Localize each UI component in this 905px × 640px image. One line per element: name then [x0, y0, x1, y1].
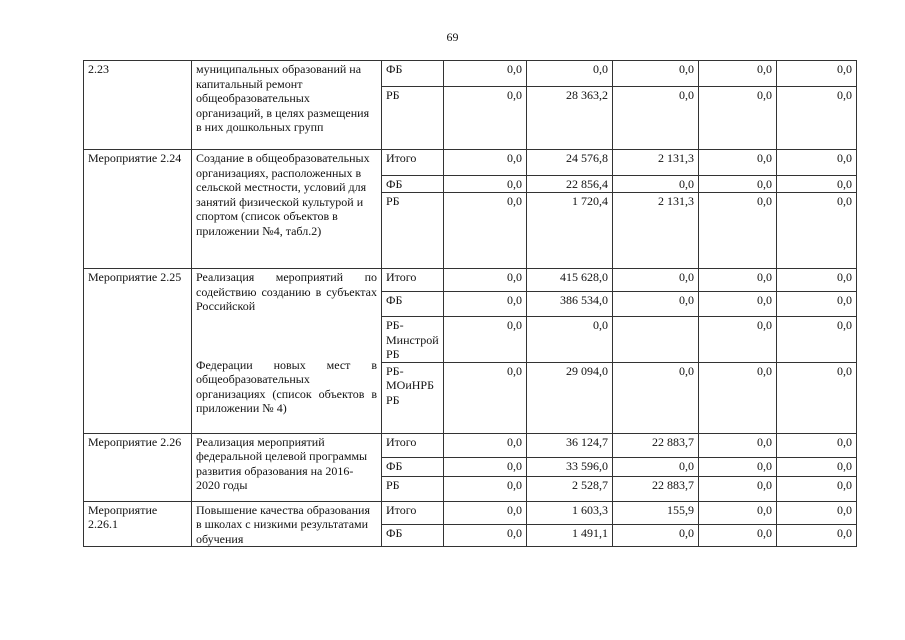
value-cell: 0,0: [613, 524, 699, 546]
value-cell: 0,0: [699, 87, 777, 150]
value-cell: 0,0: [444, 150, 527, 176]
value-cell: 22 856,4: [527, 176, 613, 193]
value-cell: 0,0: [777, 524, 857, 546]
value-cell: 0,0: [444, 176, 527, 193]
funding-source: РБ: [382, 87, 444, 150]
value-cell: 36 124,7: [527, 433, 613, 457]
funding-source: Итого: [382, 433, 444, 457]
value-cell: 0,0: [777, 61, 857, 87]
value-cell: 0,0: [613, 292, 699, 317]
value-cell: 24 576,8: [527, 150, 613, 176]
value-cell: 29 094,0: [527, 362, 613, 433]
value-cell: 2 528,7: [527, 476, 613, 501]
value-cell: 1 720,4: [527, 193, 613, 269]
value-cell: 0,0: [699, 269, 777, 292]
value-cell: 415 628,0: [527, 269, 613, 292]
funding-source: ФБ: [382, 61, 444, 87]
value-cell: 0,0: [699, 433, 777, 457]
value-cell: 0,0: [444, 457, 527, 476]
value-cell: 0,0: [777, 362, 857, 433]
value-cell: 0,0: [699, 176, 777, 193]
funding-source: ФБ: [382, 457, 444, 476]
value-cell: [613, 317, 699, 363]
value-cell: 0,0: [777, 476, 857, 501]
value-cell: 0,0: [444, 317, 527, 363]
funding-source: РБ-Минстрой РБ: [382, 317, 444, 363]
value-cell: 0,0: [444, 476, 527, 501]
measure-id: 2.23: [84, 61, 192, 150]
value-cell: 0,0: [777, 292, 857, 317]
value-cell: 0,0: [777, 150, 857, 176]
value-cell: 0,0: [699, 150, 777, 176]
measure-id: Мероприятие 2.26.1: [84, 501, 192, 547]
funding-source: РБ: [382, 476, 444, 501]
page-number: 69: [446, 30, 459, 44]
value-cell: 0,0: [777, 176, 857, 193]
value-cell: 1 491,1: [527, 524, 613, 546]
value-cell: 0,0: [444, 61, 527, 87]
value-cell: 28 363,2: [527, 87, 613, 150]
value-cell: 33 596,0: [527, 457, 613, 476]
measure-name: Создание в общеобразовательных организациях, расположенных в сельской местности, условий для занятий физической культурой и спортом (список объектов в приложении №4, табл.2): [192, 150, 382, 269]
measure-name: Реализация мероприятий федеральной целевой программы развития образования на 2016-2020 годы: [192, 433, 382, 501]
value-cell: 0,0: [699, 362, 777, 433]
value-cell: 0,0: [777, 193, 857, 269]
funding-source: Итого: [382, 501, 444, 524]
value-cell: 0,0: [444, 87, 527, 150]
value-cell: 0,0: [699, 501, 777, 524]
measure-name: муниципальных образований на капитальный ремонт общеобразовательных организаций, в целях размещения в них дошкольных групп: [192, 61, 382, 150]
table-row: [84, 61, 857, 87]
value-cell: 0,0: [444, 362, 527, 433]
value-cell: 0,0: [699, 317, 777, 363]
value-cell: 22 883,7: [613, 476, 699, 501]
funding-source: Итого: [382, 269, 444, 292]
value-cell: 0,0: [613, 362, 699, 433]
value-cell: 0,0: [527, 317, 613, 363]
funding-source: ФБ: [382, 524, 444, 546]
value-cell: 0,0: [613, 61, 699, 87]
table-row: [84, 501, 857, 524]
value-cell: 0,0: [444, 501, 527, 524]
value-cell: 0,0: [777, 501, 857, 524]
value-cell: 22 883,7: [613, 433, 699, 457]
value-cell: 0,0: [444, 433, 527, 457]
budget-table: [83, 60, 857, 547]
funding-source: РБ-МОиНРБ РБ: [382, 362, 444, 433]
value-cell: 386 534,0: [527, 292, 613, 317]
value-cell: 0,0: [613, 269, 699, 292]
table-row: [84, 433, 857, 457]
table-row: [84, 150, 857, 176]
value-cell: 0,0: [777, 457, 857, 476]
value-cell: 0,0: [444, 292, 527, 317]
measure-id: Мероприятие 2.26: [84, 433, 192, 501]
measure-name: Повышение качества образования в школах с низкими результатами обучения: [192, 501, 382, 547]
value-cell: 0,0: [699, 61, 777, 87]
value-cell: 2 131,3: [613, 193, 699, 269]
value-cell: 0,0: [613, 176, 699, 193]
value-cell: 0,0: [699, 476, 777, 501]
measure-name-part: Федерации новых мест в общеобразовательных организациях (список объектов в приложении № 4): [196, 357, 377, 415]
value-cell: 2 131,3: [613, 150, 699, 176]
value-cell: 0,0: [613, 87, 699, 150]
table-row: [84, 269, 857, 292]
measure-id: Мероприятие 2.24: [84, 150, 192, 269]
value-cell: 0,0: [444, 193, 527, 269]
value-cell: 0,0: [613, 457, 699, 476]
value-cell: 0,0: [699, 292, 777, 317]
value-cell: 0,0: [444, 524, 527, 546]
measure-name-part: Реализация мероприятий по содействию созданию в субъектах Российской: [196, 270, 377, 313]
value-cell: 0,0: [699, 193, 777, 269]
funding-source: ФБ: [382, 292, 444, 317]
value-cell: 1 603,3: [527, 501, 613, 524]
funding-source: РБ: [382, 193, 444, 269]
value-cell: 0,0: [777, 87, 857, 150]
funding-source: Итого: [382, 150, 444, 176]
value-cell: 0,0: [699, 524, 777, 546]
value-cell: 0,0: [699, 457, 777, 476]
funding-source: ФБ: [382, 176, 444, 193]
value-cell: 0,0: [527, 61, 613, 87]
value-cell: 0,0: [777, 269, 857, 292]
value-cell: 0,0: [777, 317, 857, 363]
value-cell: 0,0: [777, 433, 857, 457]
measure-id: Мероприятие 2.25: [84, 269, 192, 434]
value-cell: 155,9: [613, 501, 699, 524]
measure-name: [192, 269, 382, 434]
value-cell: 0,0: [444, 269, 527, 292]
